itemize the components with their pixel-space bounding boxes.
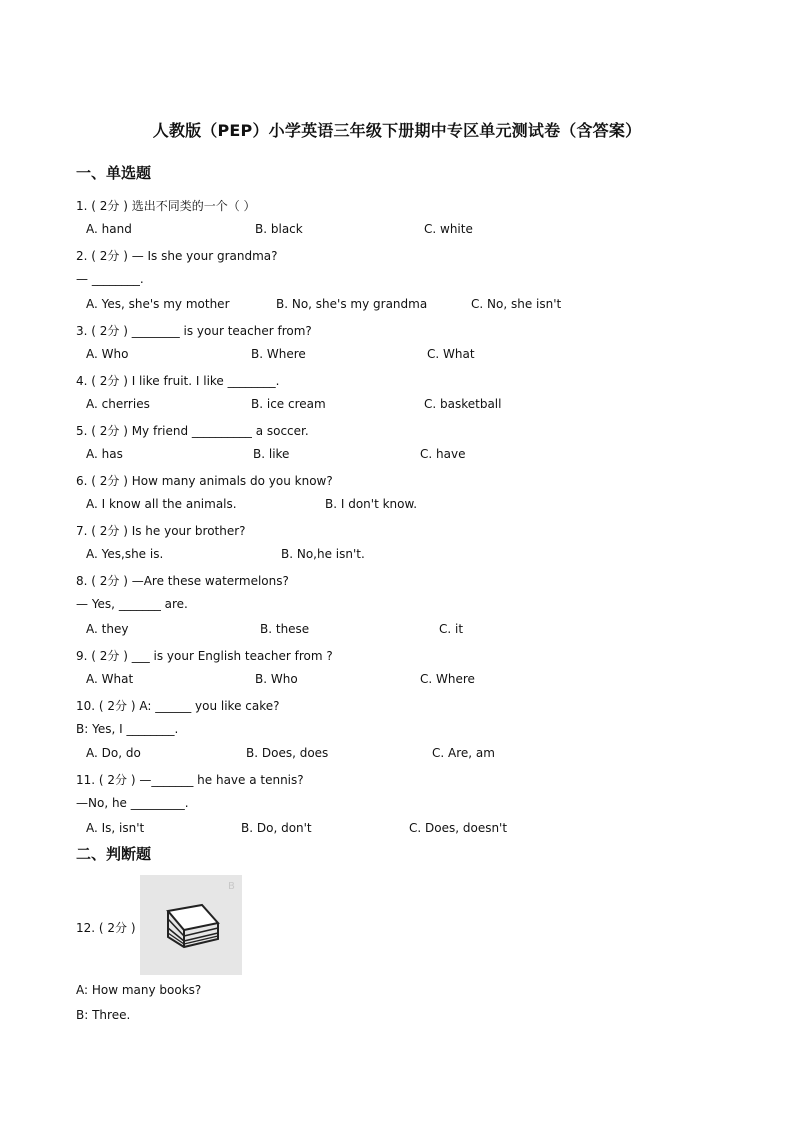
svg-text:B: B [228,881,235,892]
option-b: B. Where [251,347,306,361]
option-b: B. black [255,222,303,236]
option-a: A. cherries [86,397,150,411]
option-c: C. No, she isn't [471,297,562,311]
question-extra-line: —No, he _________. [76,796,189,810]
option-c: C. it [439,622,464,636]
option-c: C. Does, doesn't [409,821,508,835]
question-stem: 9. ( 2分 ) ___ is your English teacher from ? [76,649,333,663]
question-stem: 6. ( 2分 ) How many animals do you know? [76,474,333,488]
section-heading-judgement: 二、判断题 [76,845,152,863]
option-b: B. Does, does [246,746,329,760]
page-title: 人教版（PEP）小学英语三年级下册期中专区单元测试卷（含答案） [152,121,642,140]
option-a: A. they [86,622,129,636]
option-c: C. have [420,447,466,461]
option-b: B. No, she's my grandma [276,297,428,311]
option-a: A. hand [86,222,132,236]
question-stem: 8. ( 2分 ) —Are these watermelons? [76,574,289,588]
dialogue-line: A: How many books? [76,983,202,997]
question-stem: 2. ( 2分 ) — Is she your grandma? [76,249,278,263]
option-a: A. Yes, she's my mother [86,297,230,311]
option-a: A. I know all the animals. [86,497,237,511]
option-b: B. No,he isn't. [281,547,365,561]
option-a: A. Is, isn't [86,821,145,835]
option-b: B. I don't know. [325,497,418,511]
question-stem: 3. ( 2分 ) ________ is your teacher from? [76,324,312,338]
question-extra-line: — ________. [76,272,144,286]
books-stack-icon [140,875,242,975]
question-extra-line: B: Yes, I ________. [76,722,179,736]
option-b: B. Do, don't [241,821,312,835]
option-c: C. What [427,347,475,361]
section-heading-single-choice: 一、单选题 [76,164,152,182]
question-stem: 11. ( 2分 ) —_______ he have a tennis? [76,773,304,787]
option-b: B. like [253,447,290,461]
option-a: A. What [86,672,134,686]
question-stem: 12. ( 2分 ) [76,921,136,935]
question-stem: 1. ( 2分 ) 选出不同类的一个（ ） [76,199,256,213]
option-c: C. white [424,222,473,236]
question-extra-line: — Yes, _______ are. [76,597,188,611]
option-c: C. Are, am [432,746,495,760]
option-b: B. Who [255,672,298,686]
option-a: A. has [86,447,123,461]
option-b: B. these [260,622,310,636]
option-c: C. Where [420,672,475,686]
question-stem: 10. ( 2分 ) A: ______ you like cake? [76,699,280,713]
option-a: A. Who [86,347,129,361]
question-stem: 4. ( 2分 ) I like fruit. I like ________. [76,374,280,388]
option-a: A. Do, do [86,746,141,760]
dialogue-line: B: Three. [76,1008,131,1022]
option-b: B. ice cream [251,397,326,411]
option-a: A. Yes,she is. [86,547,164,561]
option-c: C. basketball [424,397,502,411]
question-stem: 5. ( 2分 ) My friend __________ a soccer. [76,424,309,438]
question-stem: 7. ( 2分 ) Is he your brother? [76,524,246,538]
